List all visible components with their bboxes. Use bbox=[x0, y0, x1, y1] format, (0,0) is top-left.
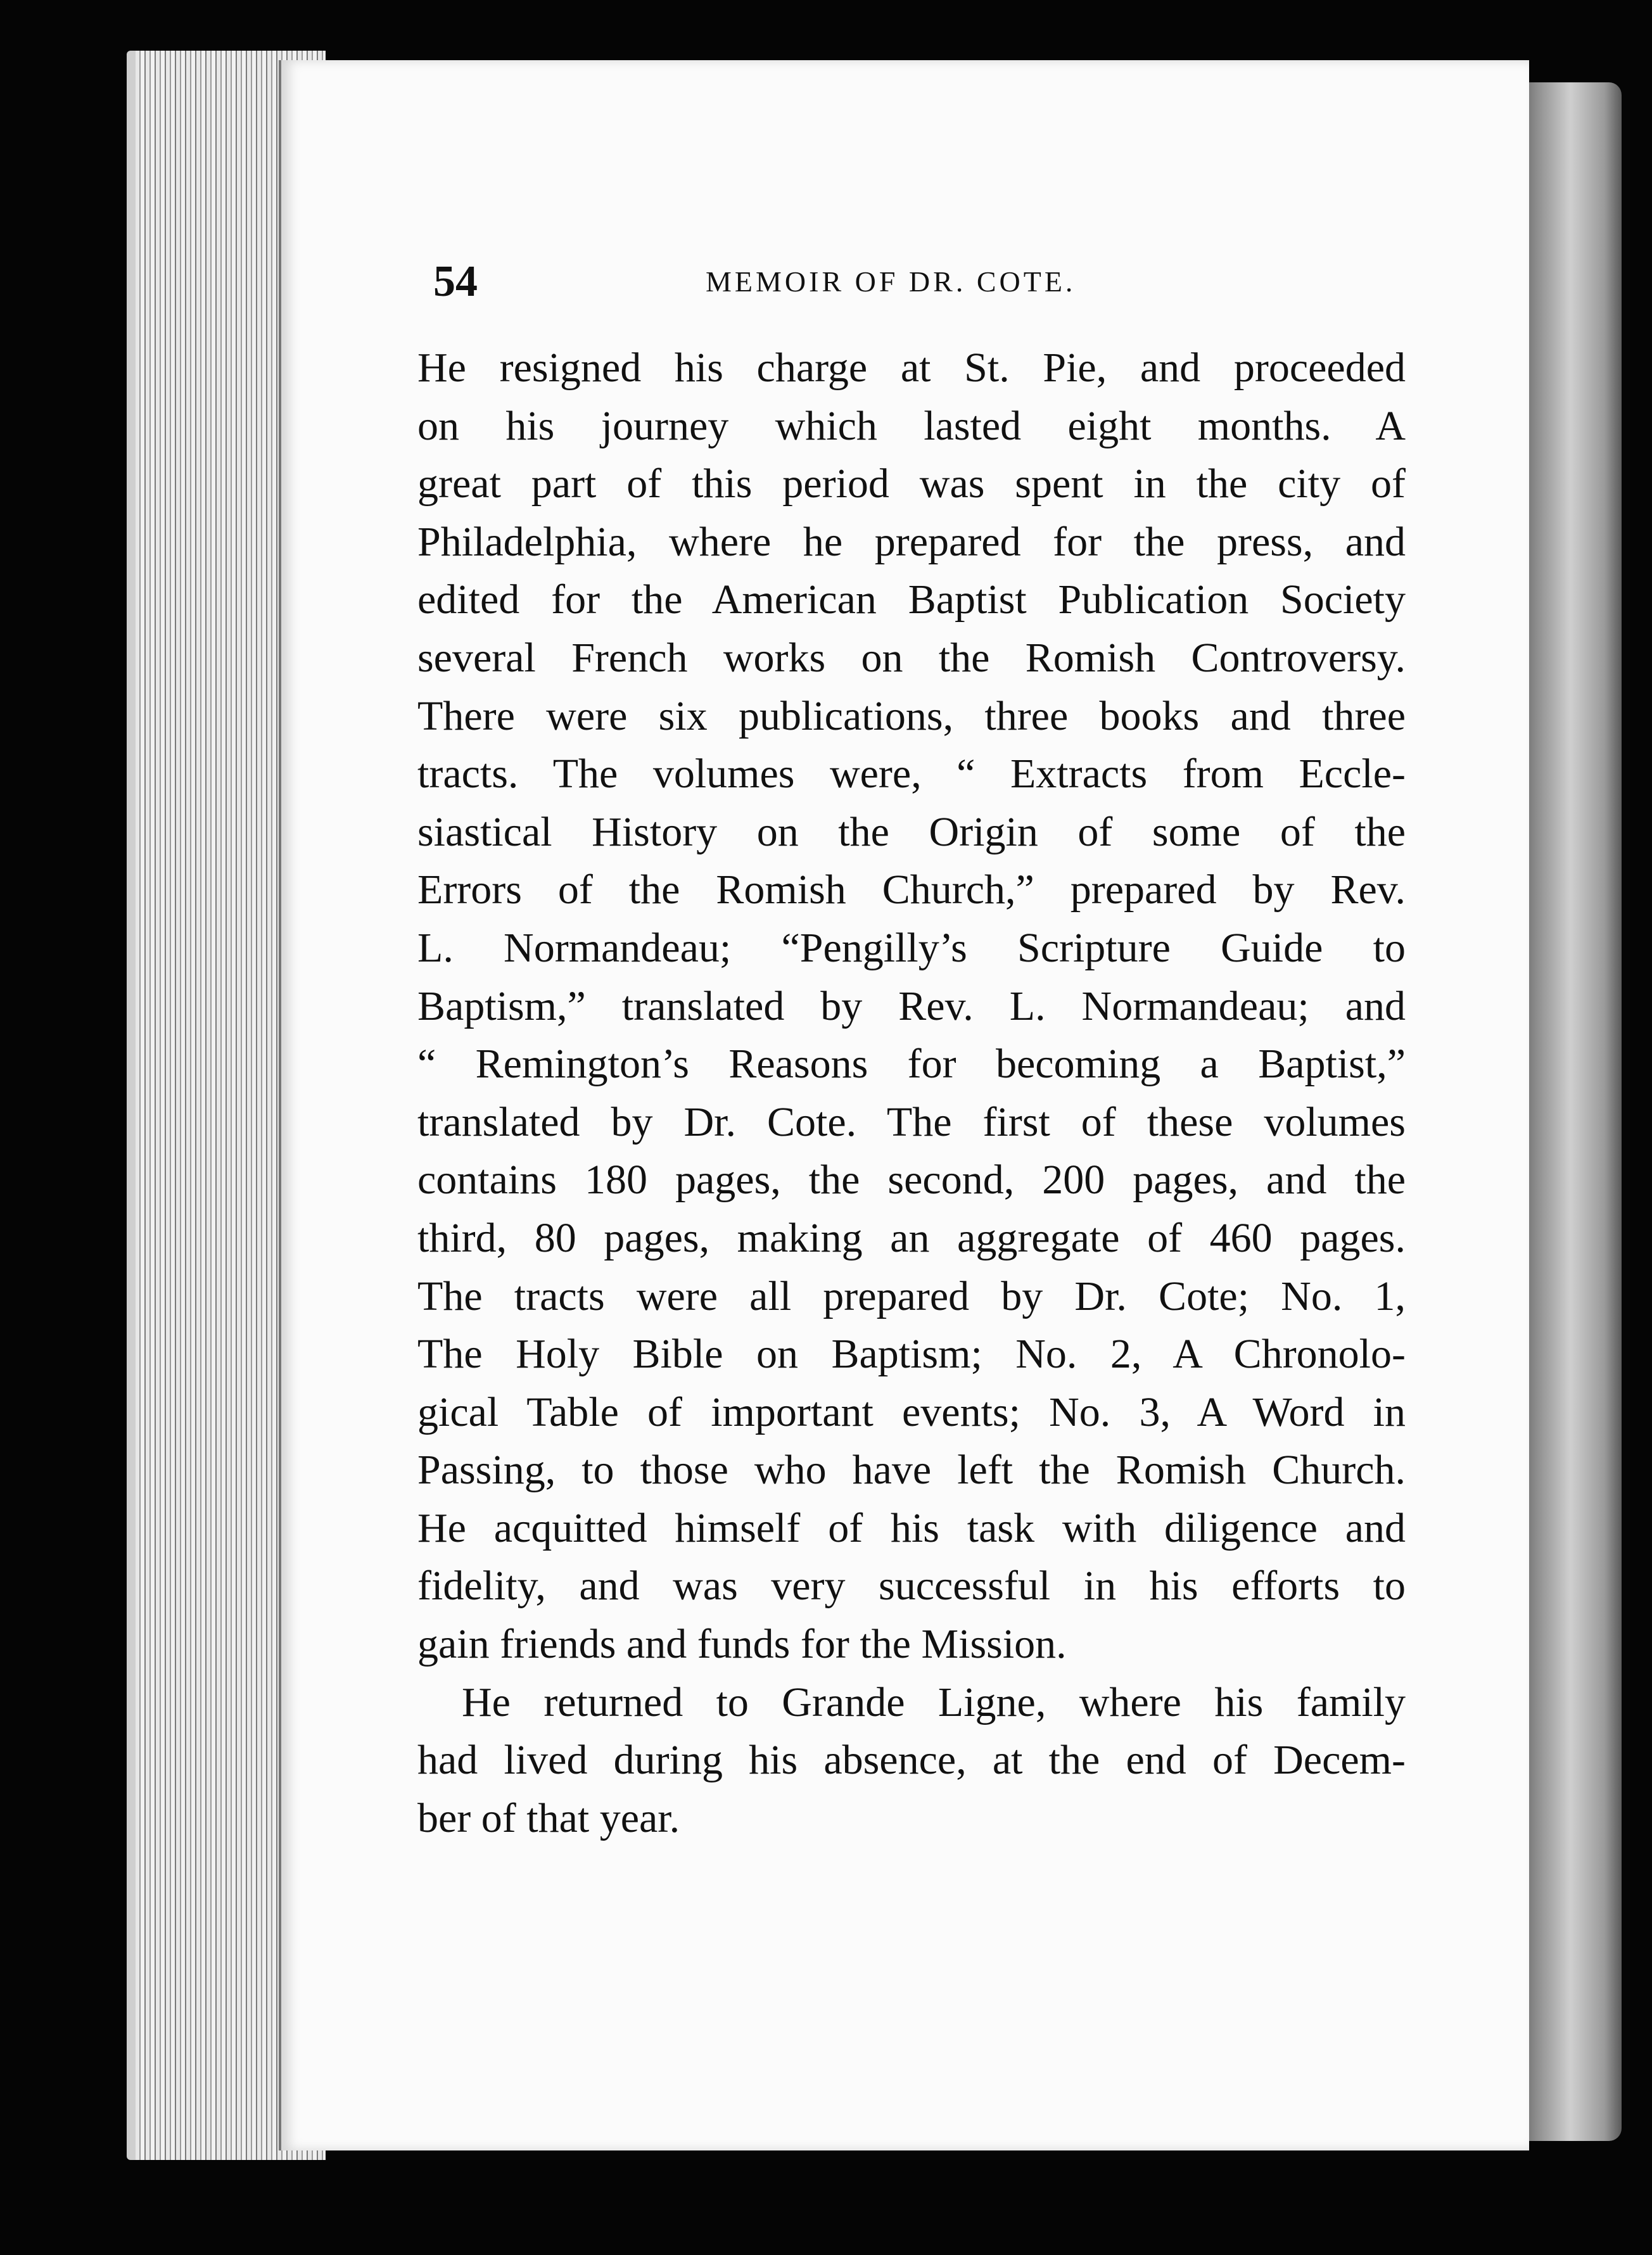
body-text bbox=[417, 339, 1406, 1847]
text-line: He resigned his charge at St. Pie, and proceeded bbox=[417, 345, 1406, 391]
text-line: third, 80 pages, making an aggregate of 460 pages. bbox=[417, 1214, 1406, 1261]
text-line: translated by Dr. Cote. The first of these volumes bbox=[417, 1098, 1406, 1145]
text-line: He returned to Grande Ligne, where his family bbox=[462, 1679, 1406, 1725]
text-line: Baptism,” translated by Rev. L. Normandeau; and bbox=[417, 982, 1406, 1029]
text-line: tracts. The volumes were, “ Extracts from Eccle- bbox=[417, 751, 1406, 797]
text-line: edited for the American Baptist Publication Society bbox=[417, 576, 1406, 623]
page-number: 54 bbox=[433, 257, 478, 306]
text-line: Philadelphia, where he prepared for the press, and bbox=[417, 518, 1406, 565]
text-line: ber of that year. bbox=[417, 1794, 680, 1841]
text-line: gical Table of important events; No. 3, A Word in bbox=[417, 1388, 1406, 1435]
book-page bbox=[279, 60, 1529, 2150]
text-line: The Holy Bible on Baptism; No. 2, A Chronolo- bbox=[417, 1331, 1406, 1378]
text-line: gain friends and funds for the Mission. bbox=[417, 1621, 1067, 1668]
page-header bbox=[433, 250, 1421, 314]
text-line: There were six publications, three books and three bbox=[417, 692, 1406, 739]
text-line: L. Normandeau; “Pengilly’s Scripture Guide to bbox=[417, 924, 1406, 971]
text-line: several French works on the Romish Controversy. bbox=[417, 634, 1406, 681]
text-line: contains 180 pages, the second, 200 pages, and the bbox=[417, 1157, 1406, 1204]
text-line: on his journey which lasted eight months. A bbox=[417, 402, 1406, 449]
text-line: The tracts were all prepared by Dr. Cote; No. 1, bbox=[417, 1273, 1406, 1319]
text-line: Passing, to those who have left the Romish Church. bbox=[417, 1447, 1406, 1494]
text-line: Errors of the Romish Church,” prepared by Rev. bbox=[417, 867, 1406, 913]
text-line: He acquitted himself of his task with diligence and bbox=[417, 1504, 1406, 1551]
paragraph bbox=[417, 1674, 1406, 1848]
text-line: had lived during his absence, at the end of Decem- bbox=[417, 1737, 1406, 1784]
running-head: MEMOIR OF DR. COTE. bbox=[706, 265, 1076, 298]
text-line: great part of this period was spent in the city of bbox=[417, 461, 1406, 507]
text-line: siastical History on the Origin of some of the bbox=[417, 808, 1406, 855]
paragraph bbox=[417, 339, 1406, 1674]
text-line: “ Remington’s Reasons for becoming a Baptist,” bbox=[417, 1041, 1406, 1088]
text-line: fidelity, and was very successful in his efforts to bbox=[417, 1563, 1406, 1610]
